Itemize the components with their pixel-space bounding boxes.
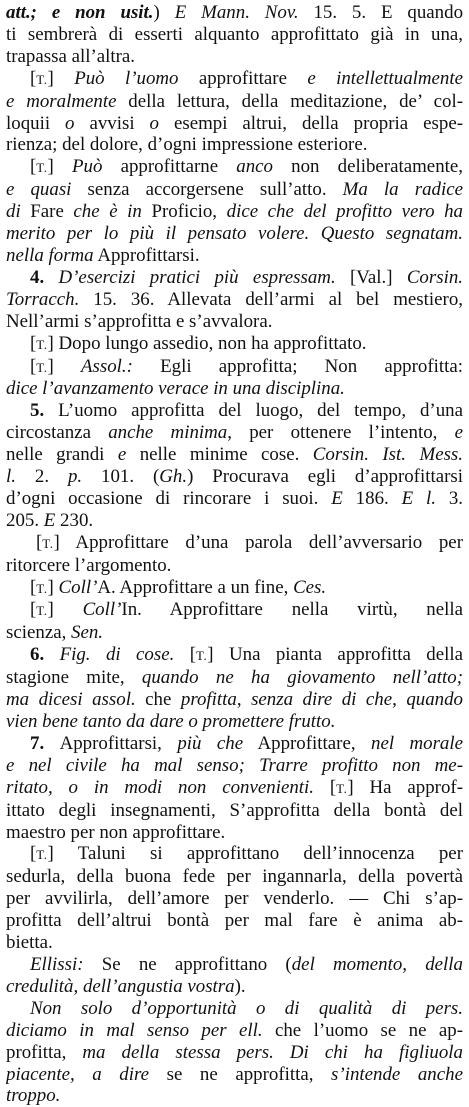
text-line: [6, 466, 463, 488]
text-segment: se ne approfitta,: [149, 1063, 332, 1085]
text-line: [6, 843, 463, 866]
text-line: [6, 134, 463, 156]
text-segment: profitta,: [6, 1041, 83, 1063]
text-segment: T.: [36, 359, 48, 375]
text-segment: Può: [71, 156, 103, 178]
text-segment: quando ne ha giovamento nell’atto;: [141, 667, 463, 689]
text-segment: sedurla, della buona fede per ingannarla, della povertà: [6, 866, 463, 888]
text-segment: dice che del profitto vero ha: [226, 201, 463, 223]
text-segment: ritorcere l’argomento.: [6, 554, 172, 576]
text-segment: trapassa all’altra.: [6, 45, 136, 67]
text-segment: [: [30, 843, 37, 865]
text-segment: Fare: [20, 201, 74, 223]
text-line: [6, 68, 463, 91]
text-line: [6, 822, 463, 844]
text-segment: d’ogni occasione di rincorare i suoi.: [6, 487, 332, 509]
text-line: [6, 888, 463, 910]
text-segment: 101. (: [82, 466, 160, 488]
text-line: [6, 1064, 463, 1086]
text-line: [6, 755, 463, 777]
text-segment: T.: [36, 603, 48, 619]
text-line: [6, 223, 463, 245]
text-segment: Ces.: [293, 576, 327, 598]
text-segment: ] Approfittare d’una parola dell’avversario per: [53, 531, 463, 553]
text-segment: ]: [47, 156, 72, 178]
text-segment: vien bene tanto da dare o promettere frutto.: [6, 711, 336, 732]
text-line: [6, 800, 463, 822]
text-segment: Sen.: [71, 622, 104, 644]
text-segment: 4.: [30, 266, 59, 288]
text-line: [6, 622, 463, 644]
text-segment: e quasi: [6, 179, 72, 201]
text-segment: e moralmente: [6, 90, 117, 112]
text-segment: Coll’: [58, 576, 98, 598]
text-line: [6, 667, 463, 689]
text-segment: p.: [67, 466, 83, 488]
text-segment: Assol.:: [81, 355, 133, 377]
text-segment: Torracch.: [6, 288, 80, 310]
text-line: [6, 689, 463, 711]
text-segment: 15. 36. Allevata dell’armi al bel mestiero,: [79, 288, 463, 310]
text-segment: Approfittarsi,: [59, 732, 178, 754]
text-segment: ti sembrerà di esserti alquanto approfittato già in una,: [6, 23, 463, 45]
text-segment: senza accorgersene sull’atto.: [71, 179, 343, 201]
text-line: [6, 156, 463, 179]
text-segment: ]: [47, 576, 59, 598]
text-segment: ritato, o in modi non convenienti.: [6, 776, 315, 798]
text-segment: ] Dopo lungo assedio, non ha approfittato.: [47, 332, 367, 354]
text-segment: circostanza: [6, 422, 109, 444]
text-segment: Corsin.: [406, 266, 463, 288]
text-segment: avvisi: [74, 112, 150, 134]
text-segment: maestro per non approfittare.: [6, 821, 226, 843]
text-line: [6, 245, 463, 267]
text-segment: ): [153, 2, 175, 23]
text-segment: piacente, a dire: [6, 1063, 150, 1085]
text-segment: [: [30, 67, 37, 89]
text-segment: ittato degli insegnamenti, S’approfitta della bontà del: [6, 799, 463, 821]
text-segment: rienza; del dolore, d’ogni impressione esteriore.: [6, 134, 368, 156]
text-segment: T.: [36, 847, 48, 863]
text-segment: l.: [6, 466, 16, 488]
text-line: [6, 444, 463, 466]
text-line: [6, 599, 463, 622]
text-segment: stagione mite,: [6, 667, 142, 689]
text-segment: [: [174, 644, 197, 666]
text-segment: E Mann. Nov.: [174, 2, 299, 23]
text-segment: non deliberatamente,: [273, 156, 463, 178]
text-segment: Può l’uomo: [74, 67, 179, 89]
text-segment: dice l’avanzamento verace in una disciplina.: [6, 378, 345, 400]
text-line: [6, 644, 463, 667]
text-segment: Approfittare,: [243, 732, 371, 754]
text-line: [6, 422, 463, 444]
text-segment: Egli approfitta; Non approfitta:: [132, 355, 463, 377]
text-segment: D’esercizi pratici più espressam.: [58, 266, 336, 288]
text-segment: ma dicesi assol.: [6, 689, 136, 711]
text-line: [6, 46, 463, 68]
text-segment: ,: [236, 689, 252, 711]
text-segment: troppo.: [6, 1085, 61, 1107]
text-segment: del momento, della: [291, 953, 463, 975]
text-line: [6, 954, 463, 976]
text-segment: ]: [47, 599, 83, 621]
text-segment: che è in: [73, 201, 142, 223]
text-segment: 186.: [342, 487, 402, 509]
text-line: [6, 555, 463, 577]
text-segment: E: [331, 487, 343, 509]
text-segment: ] Ha approf-: [347, 776, 463, 798]
text-line: [6, 378, 463, 400]
text-segment: nelle minime cose.: [126, 444, 313, 466]
text-segment: ]: [47, 67, 75, 89]
text-segment: Corsin. Ist. Mess.: [312, 444, 463, 466]
text-segment: 2.: [15, 466, 68, 488]
text-segment: e intellettualmente: [307, 67, 463, 89]
text-segment: che: [135, 689, 181, 711]
text-segment: T.: [196, 648, 208, 664]
text-segment: e: [454, 422, 463, 444]
text-segment: approfittarne: [102, 156, 237, 178]
text-segment: T.: [36, 580, 48, 596]
text-segment: 230.: [55, 509, 94, 531]
text-segment: T.: [36, 336, 48, 352]
text-segment: profitta dell’altrui bontà per mal fare è anima ab-: [6, 910, 463, 932]
text-segment: esempi altrui, della propria espe-: [159, 112, 463, 134]
text-segment: s’intende anche: [331, 1063, 463, 1085]
text-segment: senza dire di che, quando: [251, 689, 463, 711]
text-segment: Ma la radice: [342, 179, 463, 201]
text-segment: E: [43, 509, 56, 531]
text-segment: L’uomo approfitta del luogo, del tempo, d’una: [58, 400, 463, 422]
text-line: [6, 311, 463, 333]
text-segment: , per ottenere l’intento,: [227, 422, 455, 444]
text-segment: A. Approfittare a un fine,: [97, 576, 294, 598]
text-segment: credulità, dell’angustia vostra: [6, 975, 235, 997]
text-segment: In. Approfittare nella virtù, nella: [121, 599, 463, 621]
text-line: [6, 201, 463, 223]
text-segment: [: [30, 576, 37, 598]
text-segment: loquii: [6, 112, 66, 134]
text-segment: o: [65, 112, 75, 134]
text-segment: scienza,: [6, 622, 72, 644]
text-segment: Nell’armi s’approfitta e s’avvalora.: [6, 310, 273, 332]
text-segment: anco: [236, 156, 274, 178]
text-line: [6, 488, 463, 510]
text-line: [6, 910, 463, 932]
text-segment: merito per lo più il pensato volere. Questo segnatam.: [6, 223, 463, 245]
text-line: [6, 2, 463, 24]
text-line: [6, 711, 463, 733]
text-segment: della lettura, della meditazione, de’ col-: [116, 90, 463, 112]
text-segment: bietta.: [6, 932, 53, 954]
text-segment: T.: [36, 71, 48, 87]
text-segment: [: [36, 531, 43, 553]
text-segment: Proficio,: [141, 201, 227, 223]
text-line: [6, 400, 463, 422]
text-segment: che l’uomo se ne ap-: [262, 1019, 463, 1041]
text-segment: Fig. di cose.: [59, 644, 175, 666]
text-segment: [Val.]: [335, 266, 407, 288]
text-segment: e nel civile ha mal senso; Trarre profitto non me-: [6, 754, 463, 776]
text-segment: [: [314, 776, 337, 798]
text-segment: 6.: [30, 644, 60, 666]
text-line: [6, 1085, 463, 1107]
text-segment: 7.: [30, 732, 60, 754]
text-segment: nelle grandi: [6, 444, 118, 466]
text-segment: anche minima: [108, 422, 228, 444]
text-line: [6, 1020, 463, 1042]
text-segment: T.: [36, 160, 48, 176]
text-line: [6, 932, 463, 954]
text-segment: [: [30, 599, 37, 621]
text-segment: approfittare: [178, 67, 308, 89]
text-segment: [: [30, 355, 37, 377]
text-line: [6, 289, 463, 311]
text-line: [6, 866, 463, 888]
text-line: [6, 267, 463, 289]
text-line: [6, 532, 463, 555]
text-segment: ] Taluni si approfittano dell’innocenza per: [47, 843, 463, 865]
text-segment: att.; e non usit.: [6, 2, 154, 23]
text-segment: ) Procurava egli d’approfittarsi: [187, 466, 463, 488]
text-segment: Coll’: [82, 599, 122, 621]
text-segment: 3.: [435, 487, 463, 509]
text-segment: [: [30, 332, 37, 354]
text-line: [6, 24, 463, 46]
text-segment: T.: [336, 780, 348, 796]
text-line: [6, 113, 463, 135]
text-segment: profitta: [180, 689, 237, 711]
text-segment: ).: [234, 975, 246, 997]
text-line: [6, 91, 463, 113]
text-segment: di: [6, 201, 21, 223]
text-line: [6, 1042, 463, 1064]
text-line: [6, 577, 463, 600]
text-line: [6, 510, 463, 532]
text-segment: e: [117, 444, 127, 466]
text-segment: E l.: [401, 487, 436, 509]
text-line: [6, 179, 463, 201]
text-line: [6, 733, 463, 755]
text-segment: ]: [47, 355, 81, 377]
text-segment: Ellissi:: [30, 953, 84, 975]
text-segment: ] Una pianta approfitta della: [207, 644, 463, 666]
text-segment: nel morale: [371, 732, 463, 754]
text-line: [6, 333, 463, 356]
text-segment: ma della stessa pers. Di chi ha figliuola: [82, 1041, 463, 1063]
text-segment: 205.: [6, 509, 44, 531]
text-segment: nella forma: [6, 244, 94, 266]
text-segment: Non solo d’opportunità o di qualità di pers.: [30, 997, 463, 1019]
text-segment: diciamo in mal senso per ell.: [6, 1019, 263, 1041]
text-line: [6, 976, 463, 998]
text-segment: o: [149, 112, 159, 134]
text-segment: 15. 5. E quando: [298, 2, 463, 23]
text-segment: per avvilirla, dell’amore per venderlo. — Chi s’ap-: [6, 888, 463, 910]
text-segment: [: [30, 156, 37, 178]
text-segment: T.: [42, 535, 54, 551]
text-segment: Gh.: [159, 466, 188, 488]
text-segment: Approfittarsi.: [93, 244, 200, 266]
text-line: [6, 777, 463, 800]
text-segment: più che: [177, 732, 244, 754]
text-segment: Se ne approfittano (: [83, 953, 292, 975]
text-line: [6, 998, 463, 1020]
text-line: [6, 356, 463, 379]
text-segment: 5.: [30, 400, 59, 422]
